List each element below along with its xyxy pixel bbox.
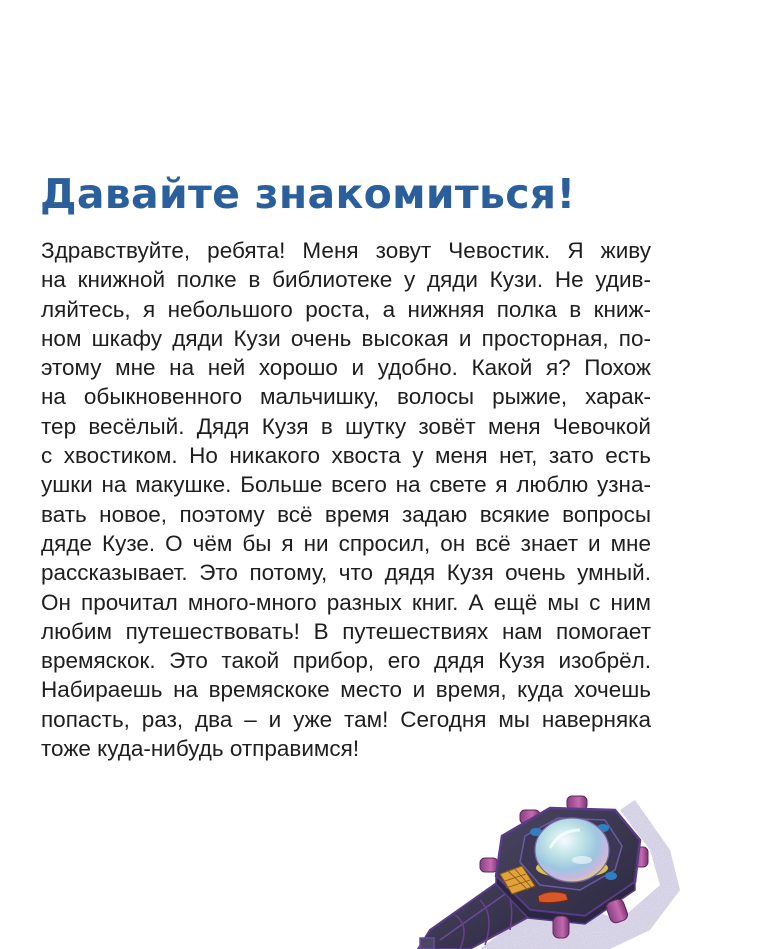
paragraph-line: тер весёлый. Дядя Кузя в шутку зовёт меня Чевочкой	[41, 413, 651, 439]
paragraph-line: дяде Кузе. О чём бы я ни спросил, он всё знает и мне	[41, 530, 651, 556]
paragraph-line: ном шкафу дяди Кузи очень высокая и просторная, по-	[41, 325, 651, 351]
paragraph-line: тоже куда-нибудь отправимся!	[41, 736, 360, 762]
intro-paragraph	[41, 236, 651, 763]
paragraph-line: времяскок. Это такой прибор, его дядя Кузя изобрёл.	[41, 648, 651, 674]
paragraph-line: Набираешь на времяскоке место и время, куда хочешь	[41, 677, 651, 703]
paragraph-line: рассказывает. Это потому, что дядя Кузя очень умный.	[41, 560, 651, 586]
paragraph-line: ляйтесь, я небольшого роста, а нижняя полка в книж-	[41, 296, 651, 322]
paragraph-line: на обыкновенного мальчишку, волосы рыжие, харак-	[41, 384, 651, 410]
paragraph-line: ушки на макушке. Больше всего на свете я люблю узна-	[41, 472, 651, 498]
page-title: Давайте знакомиться!	[40, 170, 576, 218]
paragraph-line: на книжной полке в библиотеке у дяди Кузи. Не удив-	[41, 267, 651, 293]
paragraph-line: с хвостиком. Но никакого хвоста у меня нет, зато есть	[41, 443, 651, 469]
paragraph-line: Он прочитал много-много разных книг. А ещё мы с ним	[41, 589, 651, 615]
paragraph-line: этому мне на ней хорошо и удобно. Какой я? Похож	[41, 355, 651, 381]
paragraph-line: вать новое, поэтому всё время задаю всякие вопросы	[41, 501, 651, 527]
time-device-illustration	[410, 790, 710, 949]
paragraph-line: Здравствуйте, ребята! Меня зовут Чевостик. Я живу	[41, 238, 651, 263]
paragraph-line: любим путешествовать! В путешествиях нам помогает	[41, 618, 651, 644]
paragraph-line: попасть, раз, два – и уже там! Сегодня мы наверняка	[41, 706, 651, 732]
